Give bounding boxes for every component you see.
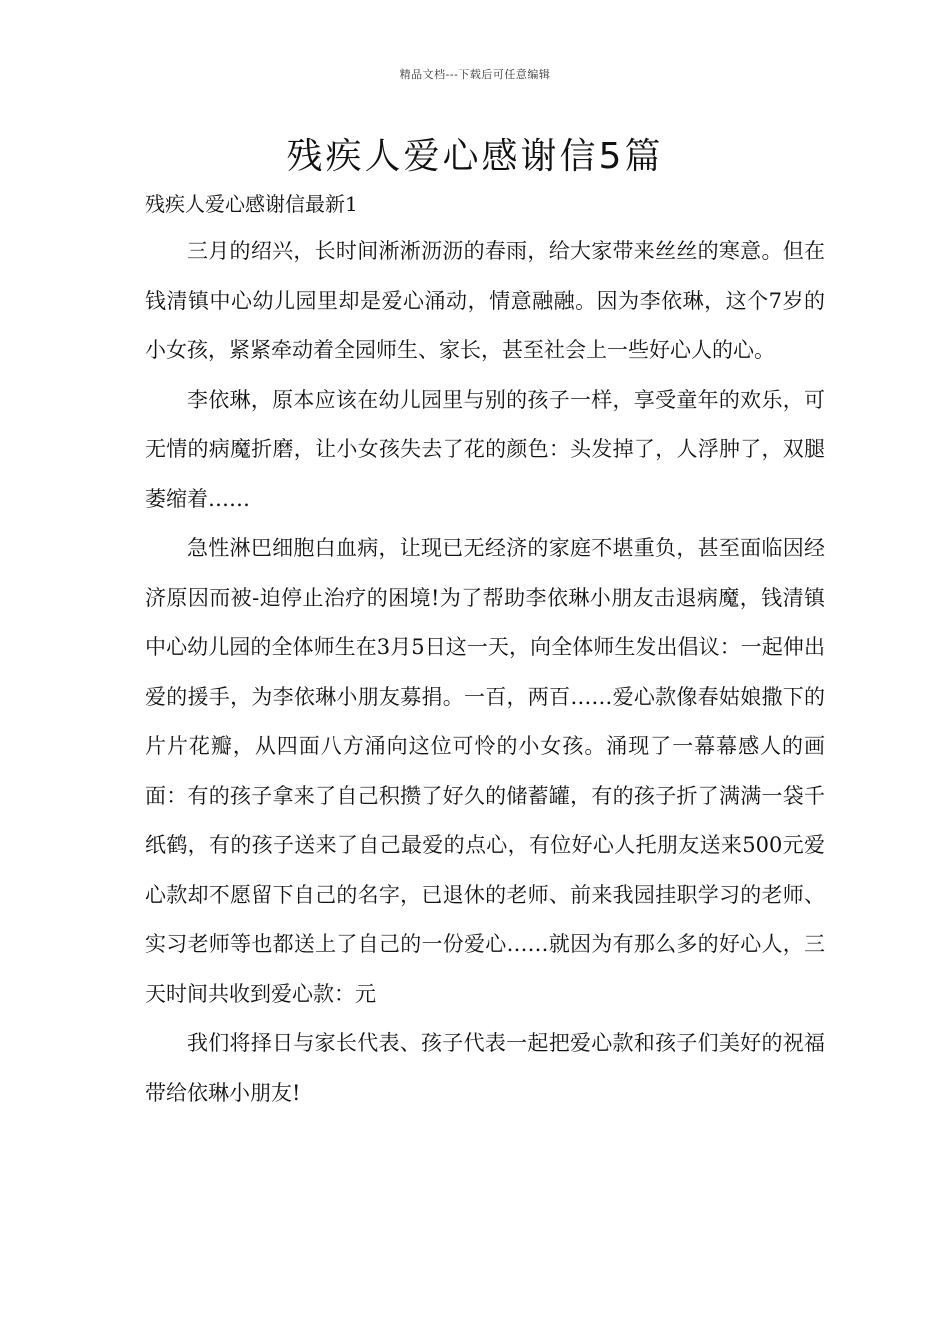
document-subtitle: 残疾人爱心感谢信最新1 [145,192,358,216]
document-title: 残疾人爱心感谢信5篇 [286,136,664,177]
paragraph-3: 急性淋巴细胞白血病，让现已无经济的家庭不堪重负，甚至面临因经济原因而被-迫停止治疗的困境!为了帮助李依琳小朋友击退病魔，钱清镇中心幼儿园的全体师生在3月5日这一天，向全体师生发出倡议：一起伸出爱的援手，为李依琳小朋友募捐。一百，两百……爱心款像春姑娘撒下的片片花瓣，从四面八方涌向这位可怜的小女孩。涌现了一幕幕感人的画面：有的孩子拿来了自己积攒了好久的储蓄罐，有的孩子折了满满一袋千纸鹤，有的孩子送来了自己最爱的点心，有位好心人托朋友送来500元爱心款却不愿留下自己的名字，已退休的老师、前来我园挂职学习的老师、实习老师等也都送上了自己的一份爱心……就因为有那么多的好心人，三天时间共收到爱心款：元 [145,536,825,1006]
header-note: 精品文档---下载后可任意编辑 [399,68,551,81]
paragraph-4: 我们将择日与家长代表、孩子代表一起把爱心款和孩子们美好的祝福带给依琳小朋友! [145,1031,825,1105]
paragraph-1: 三月的绍兴，长时间淅淅沥沥的春雨，给大家带来丝丝的寒意。但在钱清镇中心幼儿园里却是爱心涌动，情意融融。因为李依琳，这个7岁的小女孩，紧紧牵动着全园师生、家长，甚至社会上一些好心人的心。 [145,239,825,362]
document-body [145,227,825,1118]
paragraph-2: 李依琳，原本应该在幼儿园里与别的孩子一样，享受童年的欢乐，可无情的病魔折磨，让小女孩失去了花的颜色：头发掉了，人浮肿了，双腿萎缩着…… [145,387,825,511]
